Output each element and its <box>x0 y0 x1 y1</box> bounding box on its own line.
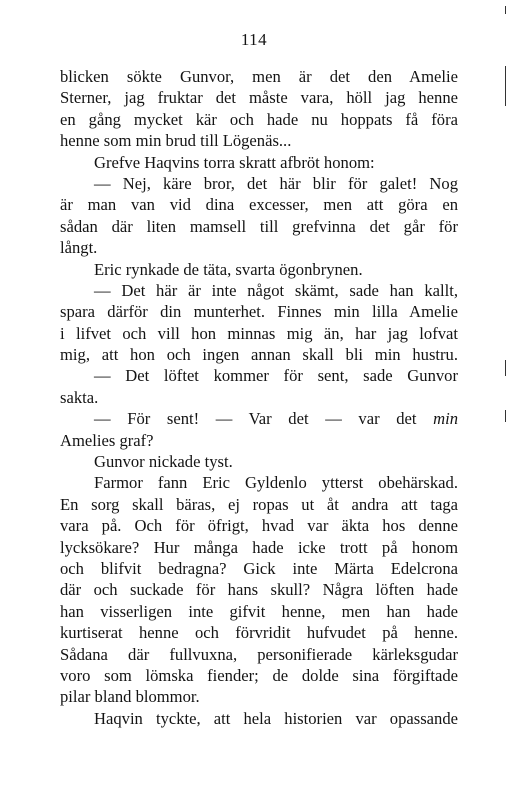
text-line: Sådana där fullvuxna, personifierade kärleksgudar <box>60 644 458 664</box>
text-line: långt. <box>60 238 98 258</box>
body-text <box>60 66 458 729</box>
text-line: henne som min brud till Lögenäs... <box>60 131 292 151</box>
emphasized-word: min <box>433 409 458 429</box>
text-line: — Det här är inte något skämt, sade han kallt, <box>94 280 458 300</box>
text-line: sådan där liten mamsell till grefvinna det går för <box>60 216 458 236</box>
text-line: — Nej, käre bror, det här blir för galet! Nog <box>94 173 458 193</box>
text-line: blicken sökte Gunvor, men är det den Amelie <box>60 67 458 86</box>
text-line: Gunvor nickade tyst. <box>94 452 233 472</box>
page-number: 114 <box>240 30 268 49</box>
text-line: och blifvit bedragna? Gick inte Märta Edelcrona <box>60 558 458 578</box>
text-line: — Det löftet kommer för sent, sade Gunvor <box>94 366 458 386</box>
text-line: En sorg skall bäras, ej ropas ut åt andra att taga <box>60 494 458 514</box>
text-line: Haqvin tyckte, att hela historien var opassande <box>94 708 458 728</box>
text-line: Grefve Haqvins torra skratt afbröt honom: <box>94 152 375 172</box>
text-line: kurtiserat henne och förvridit hufvudet på henne. <box>60 623 458 643</box>
text-line: sakta. <box>60 387 99 407</box>
text-line: en gång mycket kär och hade nu hoppats få föra <box>60 109 458 129</box>
text-line: Amelies graf? <box>60 430 154 450</box>
text-line: lycksökare? Hur många hade icke trott på honom <box>60 537 458 557</box>
text-line: i lifvet och vill hon minnas mig än, har jag lofvat <box>60 323 458 343</box>
text-line: vara på. Och för öfrigt, hvad var äkta hos denne <box>60 516 458 536</box>
scan-edge-mark <box>505 66 506 106</box>
text-line: Farmor fann Eric Gyldenlo ytterst obehärskad. <box>94 473 458 493</box>
text-line: där och suckade för hans skull? Några löften hade <box>60 580 458 600</box>
text-line: voro som lömska fiender; de dolde sina förgiftade <box>60 665 458 685</box>
text-line: pilar bland blommor. <box>60 687 200 707</box>
text-line: han visserligen inte gifvit henne, men han hade <box>60 601 458 621</box>
scan-edge-mark <box>505 360 506 376</box>
text-line: spara därför din munterhet. Finnes min lilla Amelie <box>60 302 458 322</box>
text-line: är man van vid dina excesser, men att göra en <box>60 195 458 215</box>
text-line: Sterner, jag fruktar det måste vara, höll jag henne <box>60 88 458 108</box>
text-line-with-emphasis <box>60 408 458 429</box>
text-line-lead: — För sent! — Var det — var det <box>94 409 417 429</box>
scan-edge-mark <box>505 6 506 14</box>
text-line: mig, att hon och ingen annan skall bli min hustru. <box>60 345 458 365</box>
text-line: Eric rynkade de täta, svarta ögonbrynen. <box>94 259 363 279</box>
scan-edge-mark <box>505 410 506 422</box>
